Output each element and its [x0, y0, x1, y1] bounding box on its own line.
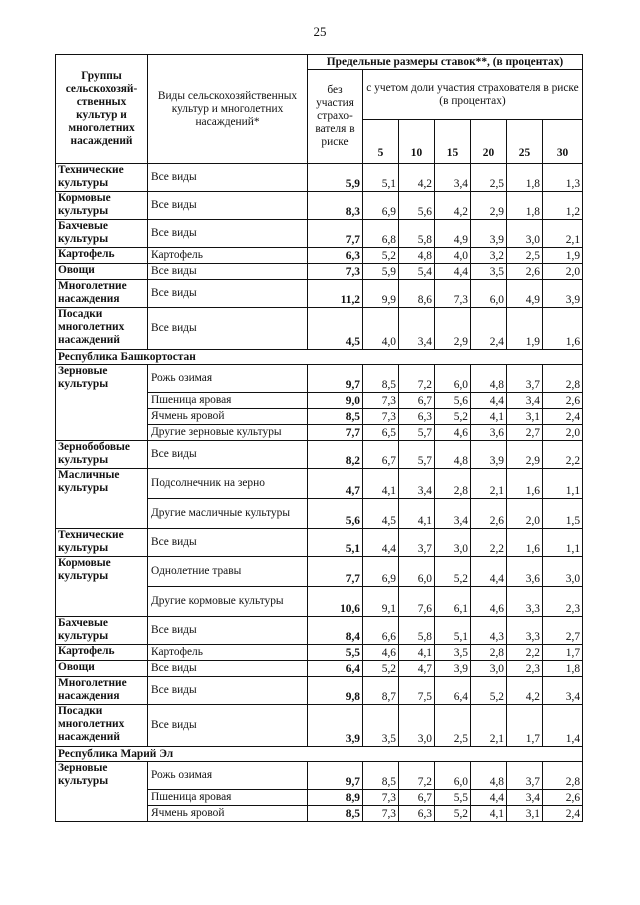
share-rate-cell: 4,2 — [507, 677, 543, 705]
share-rate-cell: 1,1 — [543, 529, 583, 557]
share-rate-cell: 1,8 — [507, 164, 543, 192]
share-column-header: 30 — [543, 120, 583, 164]
share-rate-cell: 3,7 — [399, 529, 435, 557]
share-rate-cell: 3,0 — [471, 661, 507, 677]
base-rate-cell: 5,1 — [308, 529, 363, 557]
share-rate-cell: 4,1 — [399, 645, 435, 661]
share-rate-cell: 2,7 — [543, 617, 583, 645]
table-row — [56, 557, 583, 587]
kind-cell: Все виды — [148, 264, 308, 280]
share-rate-cell: 3,7 — [507, 365, 543, 393]
share-rate-cell: 7,5 — [399, 677, 435, 705]
share-rate-cell: 3,5 — [435, 645, 471, 661]
with-share-header: с учетом доли участия страхователя в риске (в процентах) — [363, 70, 583, 120]
share-rate-cell: 6,8 — [363, 220, 399, 248]
share-rate-cell: 6,7 — [363, 441, 399, 469]
base-rate-cell: 9,8 — [308, 677, 363, 705]
group-cell: Многолетние насаждения — [56, 280, 148, 308]
share-rate-cell: 4,0 — [363, 308, 399, 350]
share-rate-cell: 6,0 — [435, 365, 471, 393]
kind-cell: Все виды — [148, 441, 308, 469]
share-rate-cell: 5,1 — [435, 617, 471, 645]
base-rate-cell: 8,9 — [308, 790, 363, 806]
share-rate-cell: 6,6 — [363, 617, 399, 645]
share-rate-cell: 6,7 — [399, 393, 435, 409]
share-rate-cell: 4,5 — [363, 499, 399, 529]
kind-cell: Все виды — [148, 677, 308, 705]
share-rate-cell: 3,2 — [471, 248, 507, 264]
share-rate-cell: 5,1 — [363, 164, 399, 192]
share-rate-cell: 2,7 — [507, 425, 543, 441]
share-rate-cell: 6,0 — [435, 762, 471, 790]
kind-cell: Все виды — [148, 617, 308, 645]
share-rate-cell: 4,6 — [435, 425, 471, 441]
table-row — [56, 264, 583, 280]
base-rate-cell: 11,2 — [308, 280, 363, 308]
share-rate-cell: 2,8 — [543, 365, 583, 393]
share-rate-cell: 4,2 — [435, 192, 471, 220]
share-column-header: 25 — [507, 120, 543, 164]
share-rate-cell: 3,4 — [543, 677, 583, 705]
share-rate-cell: 7,3 — [363, 393, 399, 409]
group-cell: Технические культуры — [56, 164, 148, 192]
share-column-header: 10 — [399, 120, 435, 164]
base-rate-cell: 9,7 — [308, 365, 363, 393]
share-rate-cell: 2,8 — [435, 469, 471, 499]
share-rate-cell: 4,1 — [471, 409, 507, 425]
kind-cell: Ячмень яровой — [148, 409, 308, 425]
page-number: 25 — [313, 24, 327, 39]
share-rate-cell: 4,3 — [471, 617, 507, 645]
kind-cell: Рожь озимая — [148, 762, 308, 790]
share-rate-cell: 4,6 — [471, 587, 507, 617]
share-rate-cell: 4,4 — [471, 790, 507, 806]
kind-cell: Все виды — [148, 280, 308, 308]
base-rate-cell: 6,3 — [308, 248, 363, 264]
share-rate-cell: 5,2 — [471, 677, 507, 705]
share-rate-cell: 3,9 — [543, 280, 583, 308]
base-rate-cell: 7,7 — [308, 425, 363, 441]
share-rate-cell: 1,2 — [543, 192, 583, 220]
base-rate-cell: 7,7 — [308, 220, 363, 248]
share-rate-cell: 4,9 — [507, 280, 543, 308]
share-rate-cell: 2,2 — [507, 645, 543, 661]
share-rate-cell: 3,1 — [507, 409, 543, 425]
share-rate-cell: 1,7 — [543, 645, 583, 661]
share-rate-cell: 3,4 — [507, 393, 543, 409]
share-rate-cell: 6,0 — [399, 557, 435, 587]
kind-cell: Картофель — [148, 248, 308, 264]
share-rate-cell: 3,5 — [471, 264, 507, 280]
share-rate-cell: 6,3 — [399, 409, 435, 425]
kind-cell: Все виды — [148, 192, 308, 220]
share-rate-cell: 7,6 — [399, 587, 435, 617]
share-rate-cell: 3,4 — [507, 790, 543, 806]
share-rate-cell: 7,3 — [435, 280, 471, 308]
group-cell: Картофель — [56, 645, 148, 661]
share-rate-cell: 1,9 — [507, 308, 543, 350]
share-rate-cell: 2,0 — [507, 499, 543, 529]
kind-cell: Все виды — [148, 164, 308, 192]
base-rate-cell: 3,9 — [308, 705, 363, 747]
share-rate-cell: 1,1 — [543, 469, 583, 499]
share-rate-cell: 7,3 — [363, 806, 399, 822]
limits-header: Предельные размеры ставок**, (в процентах) — [308, 55, 583, 70]
share-rate-cell: 2,2 — [471, 529, 507, 557]
share-rate-cell: 6,0 — [471, 280, 507, 308]
group-cell: Овощи — [56, 264, 148, 280]
share-rate-cell: 1,6 — [507, 529, 543, 557]
kind-column-header: Виды сельскохозяйственных культур и многолетних насаждений* — [148, 55, 308, 164]
share-rate-cell: 5,6 — [399, 192, 435, 220]
table-row — [56, 469, 583, 499]
share-rate-cell: 4,1 — [363, 469, 399, 499]
table-row — [56, 441, 583, 469]
share-rate-cell: 3,0 — [507, 220, 543, 248]
share-rate-cell: 2,8 — [471, 645, 507, 661]
table-row — [56, 661, 583, 677]
base-rate-cell: 10,6 — [308, 587, 363, 617]
share-rate-cell: 1,6 — [543, 308, 583, 350]
share-rate-cell: 4,9 — [435, 220, 471, 248]
table-row — [56, 645, 583, 661]
region-header: Республика Марий Эл — [56, 747, 583, 762]
share-rate-cell: 1,8 — [543, 661, 583, 677]
kind-cell: Все виды — [148, 308, 308, 350]
base-rate-cell: 8,4 — [308, 617, 363, 645]
base-rate-cell: 8,3 — [308, 192, 363, 220]
table-row — [56, 164, 583, 192]
share-rate-cell: 2,3 — [543, 587, 583, 617]
share-rate-cell: 2,9 — [507, 441, 543, 469]
share-rate-cell: 8,5 — [363, 762, 399, 790]
kind-cell: Пшеница яровая — [148, 790, 308, 806]
kind-cell: Все виды — [148, 661, 308, 677]
kind-cell: Картофель — [148, 645, 308, 661]
share-rate-cell: 7,2 — [399, 762, 435, 790]
share-rate-cell: 6,9 — [363, 557, 399, 587]
table-row — [56, 248, 583, 264]
base-rate-cell: 7,3 — [308, 264, 363, 280]
share-rate-cell: 4,4 — [435, 264, 471, 280]
share-rate-cell: 8,5 — [363, 365, 399, 393]
share-rate-cell: 2,4 — [543, 806, 583, 822]
table-row — [56, 365, 583, 393]
kind-cell: Подсолнечник на зерно — [148, 469, 308, 499]
share-column-header: 20 — [471, 120, 507, 164]
share-rate-cell: 2,5 — [471, 164, 507, 192]
share-rate-cell: 2,6 — [543, 393, 583, 409]
share-rate-cell: 9,1 — [363, 587, 399, 617]
share-rate-cell: 2,9 — [435, 308, 471, 350]
kind-cell: Другие кормовые культуры — [148, 587, 308, 617]
base-rate-cell: 5,6 — [308, 499, 363, 529]
base-rate-cell: 6,4 — [308, 661, 363, 677]
share-rate-cell: 4,7 — [399, 661, 435, 677]
table-row — [56, 308, 583, 350]
group-cell: Зернобобовые культуры — [56, 441, 148, 469]
share-rate-cell: 1,5 — [543, 499, 583, 529]
share-rate-cell: 2,6 — [471, 499, 507, 529]
share-rate-cell: 2,2 — [543, 441, 583, 469]
share-rate-cell: 5,2 — [363, 248, 399, 264]
share-rate-cell: 8,6 — [399, 280, 435, 308]
share-rate-cell: 6,5 — [363, 425, 399, 441]
share-rate-cell: 5,2 — [435, 557, 471, 587]
share-rate-cell: 2,4 — [543, 409, 583, 425]
share-rate-cell: 5,8 — [399, 617, 435, 645]
group-cell: Зерновые культуры — [56, 365, 148, 441]
group-cell: Кормовые культуры — [56, 557, 148, 617]
share-rate-cell: 5,4 — [399, 264, 435, 280]
share-rate-cell: 2,5 — [507, 248, 543, 264]
table-row — [56, 617, 583, 645]
share-rate-cell: 4,0 — [435, 248, 471, 264]
share-rate-cell: 3,3 — [507, 617, 543, 645]
group-cell: Технические культуры — [56, 529, 148, 557]
table-row — [56, 529, 583, 557]
base-rate-cell: 8,2 — [308, 441, 363, 469]
table-row — [56, 192, 583, 220]
share-column-header: 5 — [363, 120, 399, 164]
share-rate-cell: 4,4 — [471, 557, 507, 587]
share-rate-cell: 1,9 — [543, 248, 583, 264]
base-rate-cell: 7,7 — [308, 557, 363, 587]
share-rate-cell: 5,6 — [435, 393, 471, 409]
base-rate-cell: 9,0 — [308, 393, 363, 409]
table-row — [56, 220, 583, 248]
table-row — [56, 280, 583, 308]
share-rate-cell: 1,6 — [507, 469, 543, 499]
share-rate-cell: 3,0 — [435, 529, 471, 557]
share-rate-cell: 4,4 — [471, 393, 507, 409]
kind-cell: Все виды — [148, 220, 308, 248]
share-rate-cell: 6,1 — [435, 587, 471, 617]
share-rate-cell: 4,1 — [471, 806, 507, 822]
share-rate-cell: 3,1 — [507, 806, 543, 822]
share-rate-cell: 6,9 — [363, 192, 399, 220]
share-rate-cell: 5,2 — [435, 409, 471, 425]
group-cell: Кормовые культуры — [56, 192, 148, 220]
group-cell: Бахчевые культуры — [56, 220, 148, 248]
share-rate-cell: 1,7 — [507, 705, 543, 747]
share-rate-cell: 4,2 — [399, 164, 435, 192]
share-rate-cell: 2,1 — [543, 220, 583, 248]
group-cell: Овощи — [56, 661, 148, 677]
share-rate-cell: 2,4 — [471, 308, 507, 350]
share-rate-cell: 4,8 — [399, 248, 435, 264]
share-rate-cell: 2,3 — [507, 661, 543, 677]
without-participation-header: без участия страхо-вателя в риске — [308, 70, 363, 164]
share-rate-cell: 3,9 — [435, 661, 471, 677]
share-rate-cell: 6,7 — [399, 790, 435, 806]
share-rate-cell: 2,1 — [471, 469, 507, 499]
share-rate-cell: 4,1 — [399, 499, 435, 529]
base-rate-cell: 5,9 — [308, 164, 363, 192]
share-rate-cell: 4,6 — [363, 645, 399, 661]
share-rate-cell: 4,8 — [471, 762, 507, 790]
share-rate-cell: 3,7 — [507, 762, 543, 790]
share-rate-cell: 2,1 — [471, 705, 507, 747]
base-rate-cell: 4,5 — [308, 308, 363, 350]
share-rate-cell: 2,6 — [543, 790, 583, 806]
share-rate-cell: 5,8 — [399, 220, 435, 248]
group-cell: Посадки многолетних насаждений — [56, 705, 148, 747]
table-row — [56, 762, 583, 790]
share-rate-cell: 5,2 — [363, 661, 399, 677]
group-cell: Масличные культуры — [56, 469, 148, 529]
group-cell: Картофель — [56, 248, 148, 264]
share-rate-cell: 4,4 — [363, 529, 399, 557]
share-rate-cell: 3,3 — [507, 587, 543, 617]
share-rate-cell: 9,9 — [363, 280, 399, 308]
share-rate-cell: 3,4 — [435, 499, 471, 529]
share-rate-cell: 7,3 — [363, 790, 399, 806]
share-rate-cell: 3,4 — [399, 469, 435, 499]
table-row — [56, 705, 583, 747]
group-cell: Многолетние насаждения — [56, 677, 148, 705]
share-rate-cell: 3,5 — [363, 705, 399, 747]
share-rate-cell: 3,4 — [399, 308, 435, 350]
share-rate-cell: 2,0 — [543, 425, 583, 441]
group-column-header: Группы сельскохозяй-ственных культур и многолетних насаждений — [56, 55, 148, 164]
share-rate-cell: 2,6 — [507, 264, 543, 280]
insurance-rates-table — [55, 54, 583, 822]
kind-cell: Рожь озимая — [148, 365, 308, 393]
share-rate-cell: 7,2 — [399, 365, 435, 393]
group-cell: Зерновые культуры — [56, 762, 148, 822]
kind-cell: Все виды — [148, 529, 308, 557]
kind-cell: Другие зерновые культуры — [148, 425, 308, 441]
share-rate-cell: 3,0 — [543, 557, 583, 587]
share-rate-cell: 2,5 — [435, 705, 471, 747]
share-rate-cell: 3,9 — [471, 441, 507, 469]
share-rate-cell: 5,7 — [399, 441, 435, 469]
share-rate-cell: 3,4 — [435, 164, 471, 192]
region-header: Республика Башкортостан — [56, 350, 583, 365]
share-rate-cell: 6,3 — [399, 806, 435, 822]
share-rate-cell: 5,7 — [399, 425, 435, 441]
share-rate-cell: 3,6 — [471, 425, 507, 441]
kind-cell: Пшеница яровая — [148, 393, 308, 409]
base-rate-cell: 4,7 — [308, 469, 363, 499]
share-rate-cell: 1,4 — [543, 705, 583, 747]
group-cell: Бахчевые культуры — [56, 617, 148, 645]
share-rate-cell: 7,3 — [363, 409, 399, 425]
group-cell: Посадки многолетних насаждений — [56, 308, 148, 350]
base-rate-cell: 9,7 — [308, 762, 363, 790]
base-rate-cell: 5,5 — [308, 645, 363, 661]
share-rate-cell: 5,2 — [435, 806, 471, 822]
share-rate-cell: 2,0 — [543, 264, 583, 280]
share-rate-cell: 8,7 — [363, 677, 399, 705]
kind-cell: Все виды — [148, 705, 308, 747]
share-rate-cell: 1,8 — [507, 192, 543, 220]
kind-cell: Другие масличные культуры — [148, 499, 308, 529]
share-rate-cell: 6,4 — [435, 677, 471, 705]
base-rate-cell: 8,5 — [308, 806, 363, 822]
share-rate-cell: 3,9 — [471, 220, 507, 248]
kind-cell: Однолетние травы — [148, 557, 308, 587]
share-column-header: 15 — [435, 120, 471, 164]
table-row — [56, 677, 583, 705]
share-rate-cell: 3,0 — [399, 705, 435, 747]
share-rate-cell: 2,9 — [471, 192, 507, 220]
share-rate-cell: 1,3 — [543, 164, 583, 192]
share-rate-cell: 4,8 — [471, 365, 507, 393]
share-rate-cell: 5,5 — [435, 790, 471, 806]
share-rate-cell: 2,8 — [543, 762, 583, 790]
base-rate-cell: 8,5 — [308, 409, 363, 425]
kind-cell: Ячмень яровой — [148, 806, 308, 822]
share-rate-cell: 4,8 — [435, 441, 471, 469]
share-rate-cell: 5,9 — [363, 264, 399, 280]
share-rate-cell: 3,6 — [507, 557, 543, 587]
